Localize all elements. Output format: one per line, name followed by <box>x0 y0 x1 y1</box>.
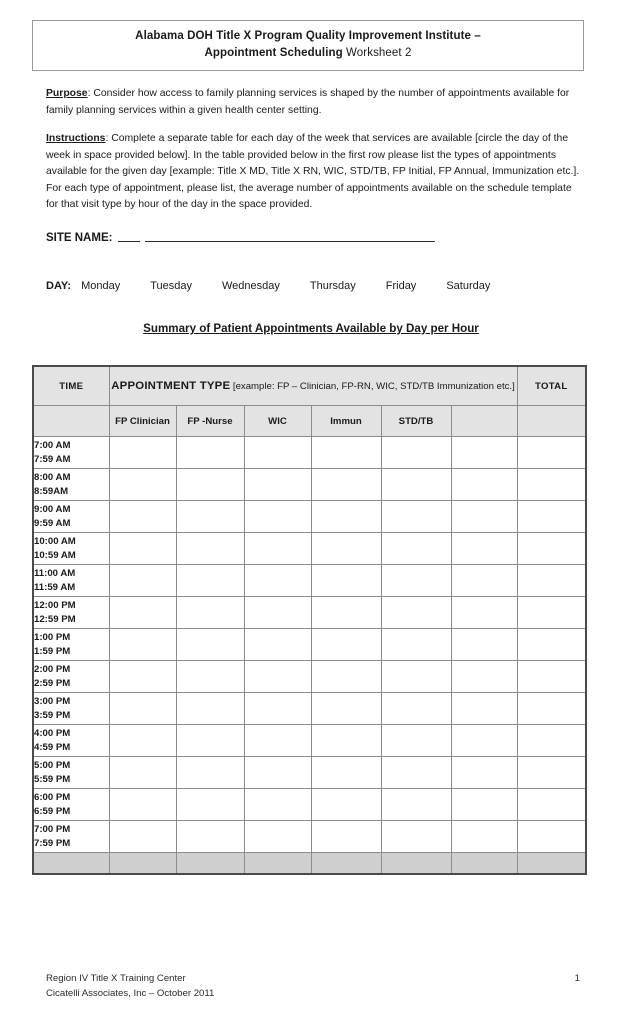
entry-cell-fp-clinician[interactable] <box>109 629 176 661</box>
entry-cell-extra[interactable] <box>451 821 517 853</box>
entry-cell-fp-clinician[interactable] <box>109 661 176 693</box>
table-header <box>33 366 586 437</box>
entry-cell-std-tb[interactable] <box>381 629 451 661</box>
entry-cell-extra[interactable] <box>451 629 517 661</box>
entry-cell-wic[interactable] <box>244 469 311 501</box>
entry-cell-fp-nurse[interactable] <box>176 821 244 853</box>
subheader-extra-blank[interactable] <box>451 406 517 437</box>
total-cell-std-tb[interactable] <box>381 853 451 875</box>
time-slot-cell <box>33 661 109 693</box>
time-slot-start: 9:00 AM <box>34 504 71 515</box>
entry-cell-wic[interactable] <box>244 661 311 693</box>
table-row <box>33 725 586 757</box>
entry-cell-wic[interactable] <box>244 437 311 469</box>
time-slot-cell <box>33 533 109 565</box>
schedule-table-wrapper <box>32 365 585 875</box>
time-slot-end: 10:59 AM <box>34 549 76 561</box>
time-slot-start: 5:00 PM <box>34 760 71 771</box>
entry-cell-immun[interactable] <box>311 789 381 821</box>
entry-cell-extra[interactable] <box>451 533 517 565</box>
total-cell-grand-total[interactable] <box>517 853 586 875</box>
time-slot-start: 6:00 PM <box>34 792 71 803</box>
entry-cell-fp-clinician[interactable] <box>109 725 176 757</box>
entry-cell-extra[interactable] <box>451 693 517 725</box>
entry-cell-std-tb[interactable] <box>381 693 451 725</box>
time-slot-cell <box>33 565 109 597</box>
day-option-monday[interactable]: Monday <box>81 280 121 292</box>
header-appointment-type-title: APPOINTMENT TYPE <box>111 379 231 392</box>
table-body <box>33 437 586 875</box>
entry-cell-total[interactable] <box>517 437 586 469</box>
time-slot-end: 11:59 AM <box>34 581 76 593</box>
entry-cell-std-tb[interactable] <box>381 469 451 501</box>
subheader-wic[interactable]: WIC <box>244 406 311 437</box>
appointments-schedule-table <box>32 365 587 875</box>
day-option-wednesday[interactable]: Wednesday <box>222 280 280 292</box>
summary-heading: Summary of Patient Appointments Available by Day per Hour <box>143 322 479 335</box>
entry-cell-extra[interactable] <box>451 501 517 533</box>
time-slot-end: 7:59 AM <box>34 453 71 465</box>
time-slot-end: 8:59AM <box>34 485 69 497</box>
entry-cell-std-tb[interactable] <box>381 597 451 629</box>
instructions-text: : Complete a separate table for each day of the week that services are available [circle the day of the week in space provided below]. In the table provided below in the first row please list the types of appointments available for the given day [example: Title X MD, Title X RN, WIC, STD/TB, FP Initial, FP Annual, Immunization etc.]. For each type of appointment, please list, the average number of appointments available on the schedule template for that visit type by hour of the day in the space provided. <box>46 133 580 211</box>
time-slot-start: 11:00 AM <box>34 568 76 579</box>
header-total: TOTAL <box>517 366 586 406</box>
subheader-immun[interactable]: Immun <box>311 406 381 437</box>
subheader-fp-nurse[interactable]: FP -Nurse <box>176 406 244 437</box>
entry-cell-total[interactable] <box>517 757 586 789</box>
document-title-box <box>32 20 584 71</box>
entry-cell-immun[interactable] <box>311 437 381 469</box>
day-option-friday[interactable]: Friday <box>385 280 417 292</box>
total-row-time-cell <box>33 853 109 875</box>
total-cell-wic[interactable] <box>244 853 311 875</box>
entry-cell-fp-nurse[interactable] <box>176 565 244 597</box>
table-row <box>33 629 586 661</box>
entry-cell-fp-nurse[interactable] <box>176 725 244 757</box>
entry-cell-fp-nurse[interactable] <box>176 469 244 501</box>
entry-cell-total[interactable] <box>517 629 586 661</box>
entry-cell-wic[interactable] <box>244 789 311 821</box>
entry-cell-immun[interactable] <box>311 661 381 693</box>
entry-cell-extra[interactable] <box>451 565 517 597</box>
entry-cell-std-tb[interactable] <box>381 533 451 565</box>
document-title-line-1 <box>43 28 573 45</box>
entry-cell-total[interactable] <box>517 565 586 597</box>
site-name-label: SITE NAME: <box>46 232 113 244</box>
entry-cell-wic[interactable] <box>244 821 311 853</box>
subheader-time-blank <box>33 406 109 437</box>
entry-cell-wic[interactable] <box>244 533 311 565</box>
time-slot-start: 7:00 AM <box>34 440 71 451</box>
entry-cell-std-tb[interactable] <box>381 757 451 789</box>
time-slot-cell <box>33 597 109 629</box>
entry-cell-immun[interactable] <box>311 821 381 853</box>
entry-cell-total[interactable] <box>517 501 586 533</box>
time-slot-start: 10:00 AM <box>34 536 76 547</box>
total-cell-immun[interactable] <box>311 853 381 875</box>
entry-cell-extra[interactable] <box>451 437 517 469</box>
entry-cell-std-tb[interactable] <box>381 437 451 469</box>
time-slot-end: 12:59 PM <box>34 613 76 625</box>
site-name-field[interactable] <box>46 232 580 244</box>
table-row <box>33 661 586 693</box>
entry-cell-total[interactable] <box>517 821 586 853</box>
entry-cell-immun[interactable] <box>311 597 381 629</box>
entry-cell-extra[interactable] <box>451 725 517 757</box>
entry-cell-fp-clinician[interactable] <box>109 437 176 469</box>
entry-cell-extra[interactable] <box>451 757 517 789</box>
table-row <box>33 789 586 821</box>
entry-cell-std-tb[interactable] <box>381 789 451 821</box>
time-slot-end: 4:59 PM <box>34 741 71 753</box>
entry-cell-extra[interactable] <box>451 469 517 501</box>
entry-cell-std-tb[interactable] <box>381 821 451 853</box>
time-slot-end: 2:59 PM <box>34 677 71 689</box>
instructions-label: Instructions <box>46 133 106 144</box>
entry-cell-std-tb[interactable] <box>381 565 451 597</box>
entry-cell-immun[interactable] <box>311 725 381 757</box>
time-slot-end: 1:59 PM <box>34 645 71 657</box>
entry-cell-fp-clinician[interactable] <box>109 597 176 629</box>
entry-cell-fp-nurse[interactable] <box>176 693 244 725</box>
day-option-saturday[interactable]: Saturday <box>446 280 491 292</box>
day-option-tuesday[interactable]: Tuesday <box>150 280 192 292</box>
table-row <box>33 501 586 533</box>
header-appointment-type <box>109 366 517 406</box>
entry-cell-extra[interactable] <box>451 789 517 821</box>
time-slot-start: 2:00 PM <box>34 664 71 675</box>
entry-cell-fp-clinician[interactable] <box>109 821 176 853</box>
site-name-short-rule <box>118 241 140 242</box>
total-cell-fp-clinician[interactable] <box>109 853 176 875</box>
document-title-line-2-regular: Worksheet 2 <box>342 47 412 59</box>
entry-cell-immun[interactable] <box>311 629 381 661</box>
entry-cell-fp-nurse[interactable] <box>176 533 244 565</box>
table-row <box>33 597 586 629</box>
entry-cell-fp-nurse[interactable] <box>176 757 244 789</box>
table-row <box>33 821 586 853</box>
site-name-write-in-line[interactable] <box>145 241 435 242</box>
table-total-row <box>33 853 586 875</box>
entry-cell-fp-clinician[interactable] <box>109 565 176 597</box>
entry-cell-wic[interactable] <box>244 693 311 725</box>
footer-line-1: Region IV Title X Training Center <box>46 973 186 984</box>
subheader-total-blank <box>517 406 586 437</box>
entry-cell-immun[interactable] <box>311 757 381 789</box>
time-slot-end: 9:59 AM <box>34 517 71 529</box>
time-slot-end: 7:59 PM <box>34 837 71 849</box>
entry-cell-immun[interactable] <box>311 501 381 533</box>
time-slot-start: 7:00 PM <box>34 824 71 835</box>
time-slot-cell <box>33 821 109 853</box>
total-cell-extra[interactable] <box>451 853 517 875</box>
entry-cell-wic[interactable] <box>244 597 311 629</box>
table-row <box>33 693 586 725</box>
entry-cell-std-tb[interactable] <box>381 725 451 757</box>
entry-cell-immun[interactable] <box>311 565 381 597</box>
time-slot-start: 8:00 AM <box>34 472 71 483</box>
table-header-row-subcolumns <box>33 406 586 437</box>
entry-cell-immun[interactable] <box>311 693 381 725</box>
entry-cell-total[interactable] <box>517 789 586 821</box>
time-slot-cell <box>33 629 109 661</box>
time-slot-start: 3:00 PM <box>34 696 71 707</box>
time-slot-cell <box>33 725 109 757</box>
time-slot-cell <box>33 693 109 725</box>
table-header-row-main <box>33 366 586 406</box>
entry-cell-total[interactable] <box>517 725 586 757</box>
time-slot-cell <box>33 437 109 469</box>
page-footer <box>46 972 580 1001</box>
entry-cell-fp-nurse[interactable] <box>176 501 244 533</box>
instructions-paragraph <box>46 131 580 214</box>
entry-cell-std-tb[interactable] <box>381 661 451 693</box>
entry-cell-fp-nurse[interactable] <box>176 437 244 469</box>
entry-cell-fp-clinician[interactable] <box>109 533 176 565</box>
subheader-std-tb[interactable]: STD/TB <box>381 406 451 437</box>
time-slot-cell <box>33 469 109 501</box>
entry-cell-immun[interactable] <box>311 533 381 565</box>
table-row <box>33 437 586 469</box>
page-number: 1 <box>574 973 580 984</box>
purpose-paragraph <box>46 86 580 119</box>
document-title-line-2 <box>43 45 573 62</box>
entry-cell-fp-nurse[interactable] <box>176 789 244 821</box>
time-slot-cell <box>33 501 109 533</box>
time-slot-start: 1:00 PM <box>34 632 71 643</box>
entry-cell-immun[interactable] <box>311 469 381 501</box>
table-row <box>33 469 586 501</box>
day-label: DAY: <box>46 280 72 292</box>
time-slot-start: 4:00 PM <box>34 728 71 739</box>
footer-line-2: Cicatelli Associates, Inc – October 2011 <box>46 987 215 999</box>
time-slot-cell <box>33 789 109 821</box>
entry-cell-fp-clinician[interactable] <box>109 501 176 533</box>
entry-cell-wic[interactable] <box>244 629 311 661</box>
entry-cell-fp-clinician[interactable] <box>109 757 176 789</box>
day-option-thursday[interactable]: Thursday <box>309 280 356 292</box>
entry-cell-fp-clinician[interactable] <box>109 693 176 725</box>
total-cell-fp-nurse[interactable] <box>176 853 244 875</box>
entry-cell-wic[interactable] <box>244 501 311 533</box>
document-title-line-1-text: Alabama DOH Title X Program Quality Improvement Institute – <box>135 30 481 42</box>
time-slot-end: 6:59 PM <box>34 805 71 817</box>
time-slot-start: 12:00 PM <box>34 600 76 611</box>
time-slot-end: 5:59 PM <box>34 773 71 785</box>
entry-cell-wic[interactable] <box>244 725 311 757</box>
entry-cell-extra[interactable] <box>451 661 517 693</box>
subheader-fp-clinician[interactable]: FP Clinician <box>109 406 176 437</box>
table-row <box>33 565 586 597</box>
header-time: TIME <box>33 366 109 406</box>
entry-cell-fp-nurse[interactable] <box>176 661 244 693</box>
time-slot-cell <box>33 757 109 789</box>
document-title-line-2-bold: Appointment Scheduling <box>204 47 343 59</box>
day-selector[interactable] <box>46 280 580 292</box>
purpose-text: : Consider how access to family planning services is shaped by the number of appointments available for family planning services within a given health center setting. <box>46 88 570 116</box>
entry-cell-fp-nurse[interactable] <box>176 629 244 661</box>
entry-cell-extra[interactable] <box>451 597 517 629</box>
entry-cell-fp-nurse[interactable] <box>176 597 244 629</box>
entry-cell-total[interactable] <box>517 693 586 725</box>
table-row <box>33 757 586 789</box>
entry-cell-total[interactable] <box>517 661 586 693</box>
entry-cell-total[interactable] <box>517 469 586 501</box>
header-appointment-type-example: [example: FP – Clinician, FP-RN, WIC, STD/TB Immunization etc.] <box>230 380 515 392</box>
entry-cell-wic[interactable] <box>244 757 311 789</box>
time-slot-end: 3:59 PM <box>34 709 71 721</box>
entry-cell-fp-clinician[interactable] <box>109 469 176 501</box>
entry-cell-total[interactable] <box>517 597 586 629</box>
table-row <box>33 533 586 565</box>
entry-cell-wic[interactable] <box>244 565 311 597</box>
entry-cell-std-tb[interactable] <box>381 501 451 533</box>
entry-cell-total[interactable] <box>517 533 586 565</box>
purpose-label: Purpose <box>46 88 88 99</box>
entry-cell-fp-clinician[interactable] <box>109 789 176 821</box>
